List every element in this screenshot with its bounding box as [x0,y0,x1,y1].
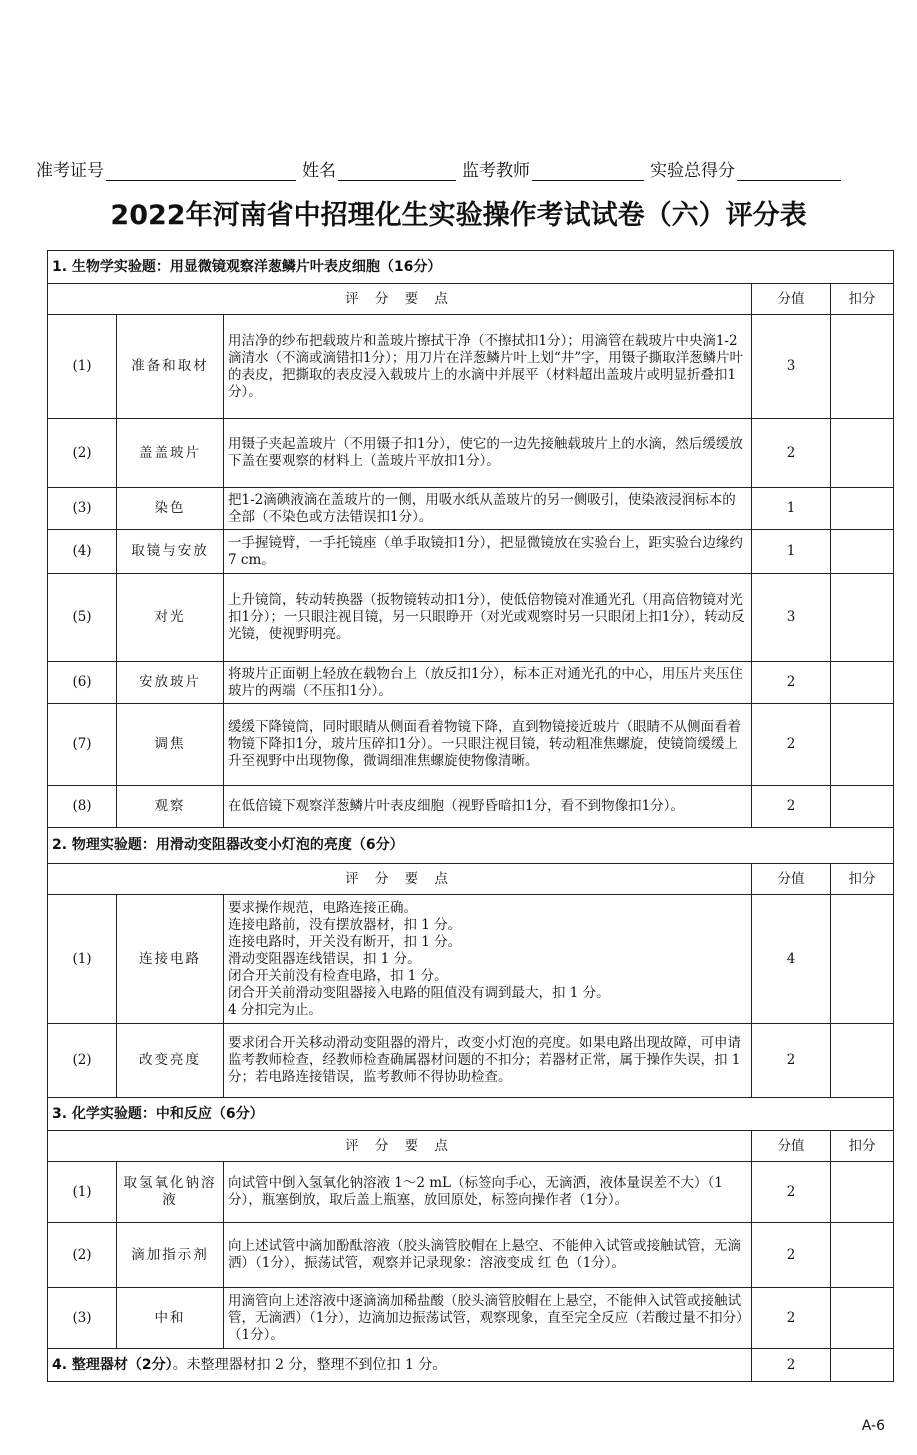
deduct-cell[interactable] [831,1288,894,1349]
section-heading: 2. 物理实验题：用滑动变阻器改变小灯泡的亮度（6分） [48,828,894,864]
item-content: 用滴管向上述溶液中逐滴滴加稀盐酸（胶头滴管胶帽在上悬空，不能伸入试管或接触试管，无滴洒）（1分），边滴加边振荡试管，观察现象，直至完全反应（若酸过量不扣分）（1分）。 [224,1288,752,1349]
item-name: 盖盖玻片 [117,419,224,488]
exam-id-field[interactable] [106,160,296,181]
column-header-row [48,1131,894,1162]
item-number: (4) [48,530,117,574]
item-name: 准备和取材 [117,315,224,419]
item-content: 把1-2滴碘液滴在盖玻片的一侧，用吸水纸从盖玻片的另一侧吸引，使染液浸润标本的全部（不染色或方法错误扣1分）。 [224,488,752,530]
section-heading: 3. 化学实验题：中和反应（6分） [48,1098,894,1131]
item-score: 2 [752,1024,831,1098]
table-row [48,1162,894,1223]
deduct-cell[interactable] [831,1162,894,1223]
item-content [224,895,752,1024]
table-row [48,704,894,786]
section-heading-row [48,828,894,864]
item-content: 向上述试管中滴加酚酞溶液（胶头滴管胶帽在上悬空、不能伸入试管或接触试管，无滴洒）（1分），振荡试管，观察并记录现象：溶液变成 红 色（1分）。 [224,1223,752,1288]
exam-id-label: 准考证号 [36,161,104,181]
page-title: 2022年河南省中招理化生实验操作考试试卷（六）评分表 [110,200,807,231]
table-row [48,1288,894,1349]
table-row [48,662,894,704]
content-line: 要求操作规范，电路连接正确。 [228,899,417,916]
table-row [48,488,894,530]
item-name: 中和 [117,1288,224,1349]
table-row [48,895,894,1024]
content-line: 闭合开关前滑动变阻器接入电路的阻值没有调到最大，扣 1 分。 [228,984,610,1001]
proctor-field[interactable] [532,160,644,181]
item-score: 2 [752,704,831,786]
item-number: (2) [48,1024,117,1098]
table-row [48,1349,894,1382]
item-score: 4 [752,895,831,1024]
item-score: 1 [752,488,831,530]
item-content: 在低倍镜下观察洋葱鳞片叶表皮细胞（视野昏暗扣1分，看不到物像扣1分）。 [224,786,752,828]
item-score: 2 [752,1223,831,1288]
item-score: 2 [752,662,831,704]
item-number: (3) [48,488,117,530]
item-number: (8) [48,786,117,828]
item-content: 用洁净的纱布把载玻片和盖玻片擦拭干净（不擦拭扣1分）；用滴管在载玻片中央滴1-2滴清水（不滴或滴错扣1分）；用刀片在洋葱鳞片叶上划“井”字，用镊子撕取洋葱鳞片叶的表皮，把撕取的表皮浸入载玻片上的水滴中并展平（材料超出盖玻片或明显折叠扣1分）。 [224,315,752,419]
name-field[interactable] [338,160,456,181]
item-content: 向试管中倒入氢氧化钠溶液 1～2 mL（标签向手心，无滴洒，液体量误差不大）（1分），瓶塞倒放，取后盖上瓶塞，放回原处，标签向操作者（1分）。 [224,1162,752,1223]
deduct-cell[interactable] [831,662,894,704]
deduct-cell[interactable] [831,1024,894,1098]
column-header-row [48,864,894,895]
score-header: 分值 [752,284,831,315]
item-name: 调焦 [117,704,224,786]
deduct-cell[interactable] [831,786,894,828]
table-row [48,786,894,828]
item-name: 染色 [117,488,224,530]
item-name: 对光 [117,574,224,662]
points-header: 评 分 要 点 [48,284,752,315]
tidy-equipment-item [48,1349,752,1382]
score-header: 分值 [752,1131,831,1162]
total-score-label: 实验总得分 [650,161,735,181]
content-line: 滑动变阻器连线错误，扣 1 分。 [228,950,421,967]
item-content: 用镊子夹起盖玻片（不用镊子扣1分），使它的一边先接触载玻片上的水滴，然后缓缓放下盖在要观察的材料上（盖玻片平放扣1分）。 [224,419,752,488]
section-heading-row [48,251,894,284]
item-score: 3 [752,574,831,662]
content-line: 4 分扣完为止。 [228,1001,322,1018]
table-row [48,530,894,574]
item-number: (5) [48,574,117,662]
deduct-header: 扣分 [831,1131,894,1162]
item-name: 观察 [117,786,224,828]
item-number: (2) [48,1223,117,1288]
section-heading-row [48,1098,894,1131]
item-number: (3) [48,1288,117,1349]
scoring-table [47,250,894,1382]
points-header: 评 分 要 点 [48,1131,752,1162]
deduct-cell[interactable] [831,1223,894,1288]
item-name: 安放玻片 [117,662,224,704]
item-content: 缓缓下降镜筒，同时眼睛从侧面看着物镜下降，直到物镜接近玻片（眼睛不从侧面看着物镜下降扣1分，玻片压碎扣1分）。一只眼注视目镜，转动粗准焦螺旋，使镜筒缓缓上升至视野中出现物像，微调细准焦螺旋使物像清晰。 [224,704,752,786]
item-score: 2 [752,1288,831,1349]
table-row [48,419,894,488]
deduct-cell[interactable] [831,704,894,786]
item-content: 将玻片正面朝上轻放在载物台上（放反扣1分），标本正对通光孔的中心，用压片夹压住玻片的两端（不压扣1分）。 [224,662,752,704]
item-score: 2 [752,419,831,488]
item-number: (2) [48,419,117,488]
item-score: 1 [752,530,831,574]
deduct-cell[interactable] [831,419,894,488]
section-heading: 1. 生物学实验题：用显微镜观察洋葱鳞片叶表皮细胞（16分） [48,251,894,284]
item-score: 2 [752,1349,831,1382]
points-header: 评 分 要 点 [48,864,752,895]
deduct-header: 扣分 [831,284,894,315]
proctor-label: 监考教师 [462,161,530,181]
content-line: 连接电路前，没有摆放器材，扣 1 分。 [228,916,462,933]
tidy-rule: 。未整理器材扣 2 分，整理不到位扣 1 分。 [172,1356,447,1373]
item-number: (1) [48,1162,117,1223]
item-score: 2 [752,1162,831,1223]
item-number: (1) [48,895,117,1024]
item-name: 滴加指示剂 [117,1223,224,1288]
item-content: 要求闭合开关移动滑动变阻器的滑片，改变小灯泡的亮度。如果电路出现故障，可申请监考教师检查，经教师检查确属器材问题的不扣分；若器材正常，属于操作失误，扣 1 分；若电路连接错误，监考教师不得协助检查。 [224,1024,752,1098]
item-score: 2 [752,786,831,828]
item-name: 连接电路 [117,895,224,1024]
table-row [48,1024,894,1098]
deduct-cell[interactable] [831,488,894,530]
content-line: 闭合开关前没有检查电路，扣 1 分。 [228,967,448,984]
table-row [48,1223,894,1288]
table-row [48,315,894,419]
deduct-cell[interactable] [831,1349,894,1382]
item-score: 3 [752,315,831,419]
deduct-cell[interactable] [831,315,894,419]
deduct-cell[interactable] [831,530,894,574]
name-label: 姓名 [302,161,336,181]
deduct-cell[interactable] [831,895,894,1024]
column-header-row [48,284,894,315]
item-name: 改变亮度 [117,1024,224,1098]
item-number: (7) [48,704,117,786]
item-content: 一手握镜臂，一手托镜座（单手取镜扣1分），把显微镜放在实验台上，距实验台边缘约7 cm。 [224,530,752,574]
candidate-info-line [36,155,900,181]
item-name: 取氢氧化钠溶液 [117,1162,224,1223]
content-line: 连接电路时，开关没有断开，扣 1 分。 [228,933,462,950]
item-name: 取镜与安放 [117,530,224,574]
tidy-heading: 4. 整理器材（2分） [52,1356,173,1373]
item-content: 上升镜筒，转动转换器（扳物镜转动扣1分），使低倍物镜对准通光孔（用高倍物镜对光扣1分）；一只眼注视目镜，另一只眼睁开（对光或观察时另一只眼闭上扣1分），转动反光镜，使视野明亮。 [224,574,752,662]
total-score-field[interactable] [737,160,841,181]
deduct-header: 扣分 [831,864,894,895]
table-row [48,574,894,662]
score-header: 分值 [752,864,831,895]
item-number: (1) [48,315,117,419]
item-number: (6) [48,662,117,704]
page-number: A-6 [861,1418,885,1434]
deduct-cell[interactable] [831,574,894,662]
